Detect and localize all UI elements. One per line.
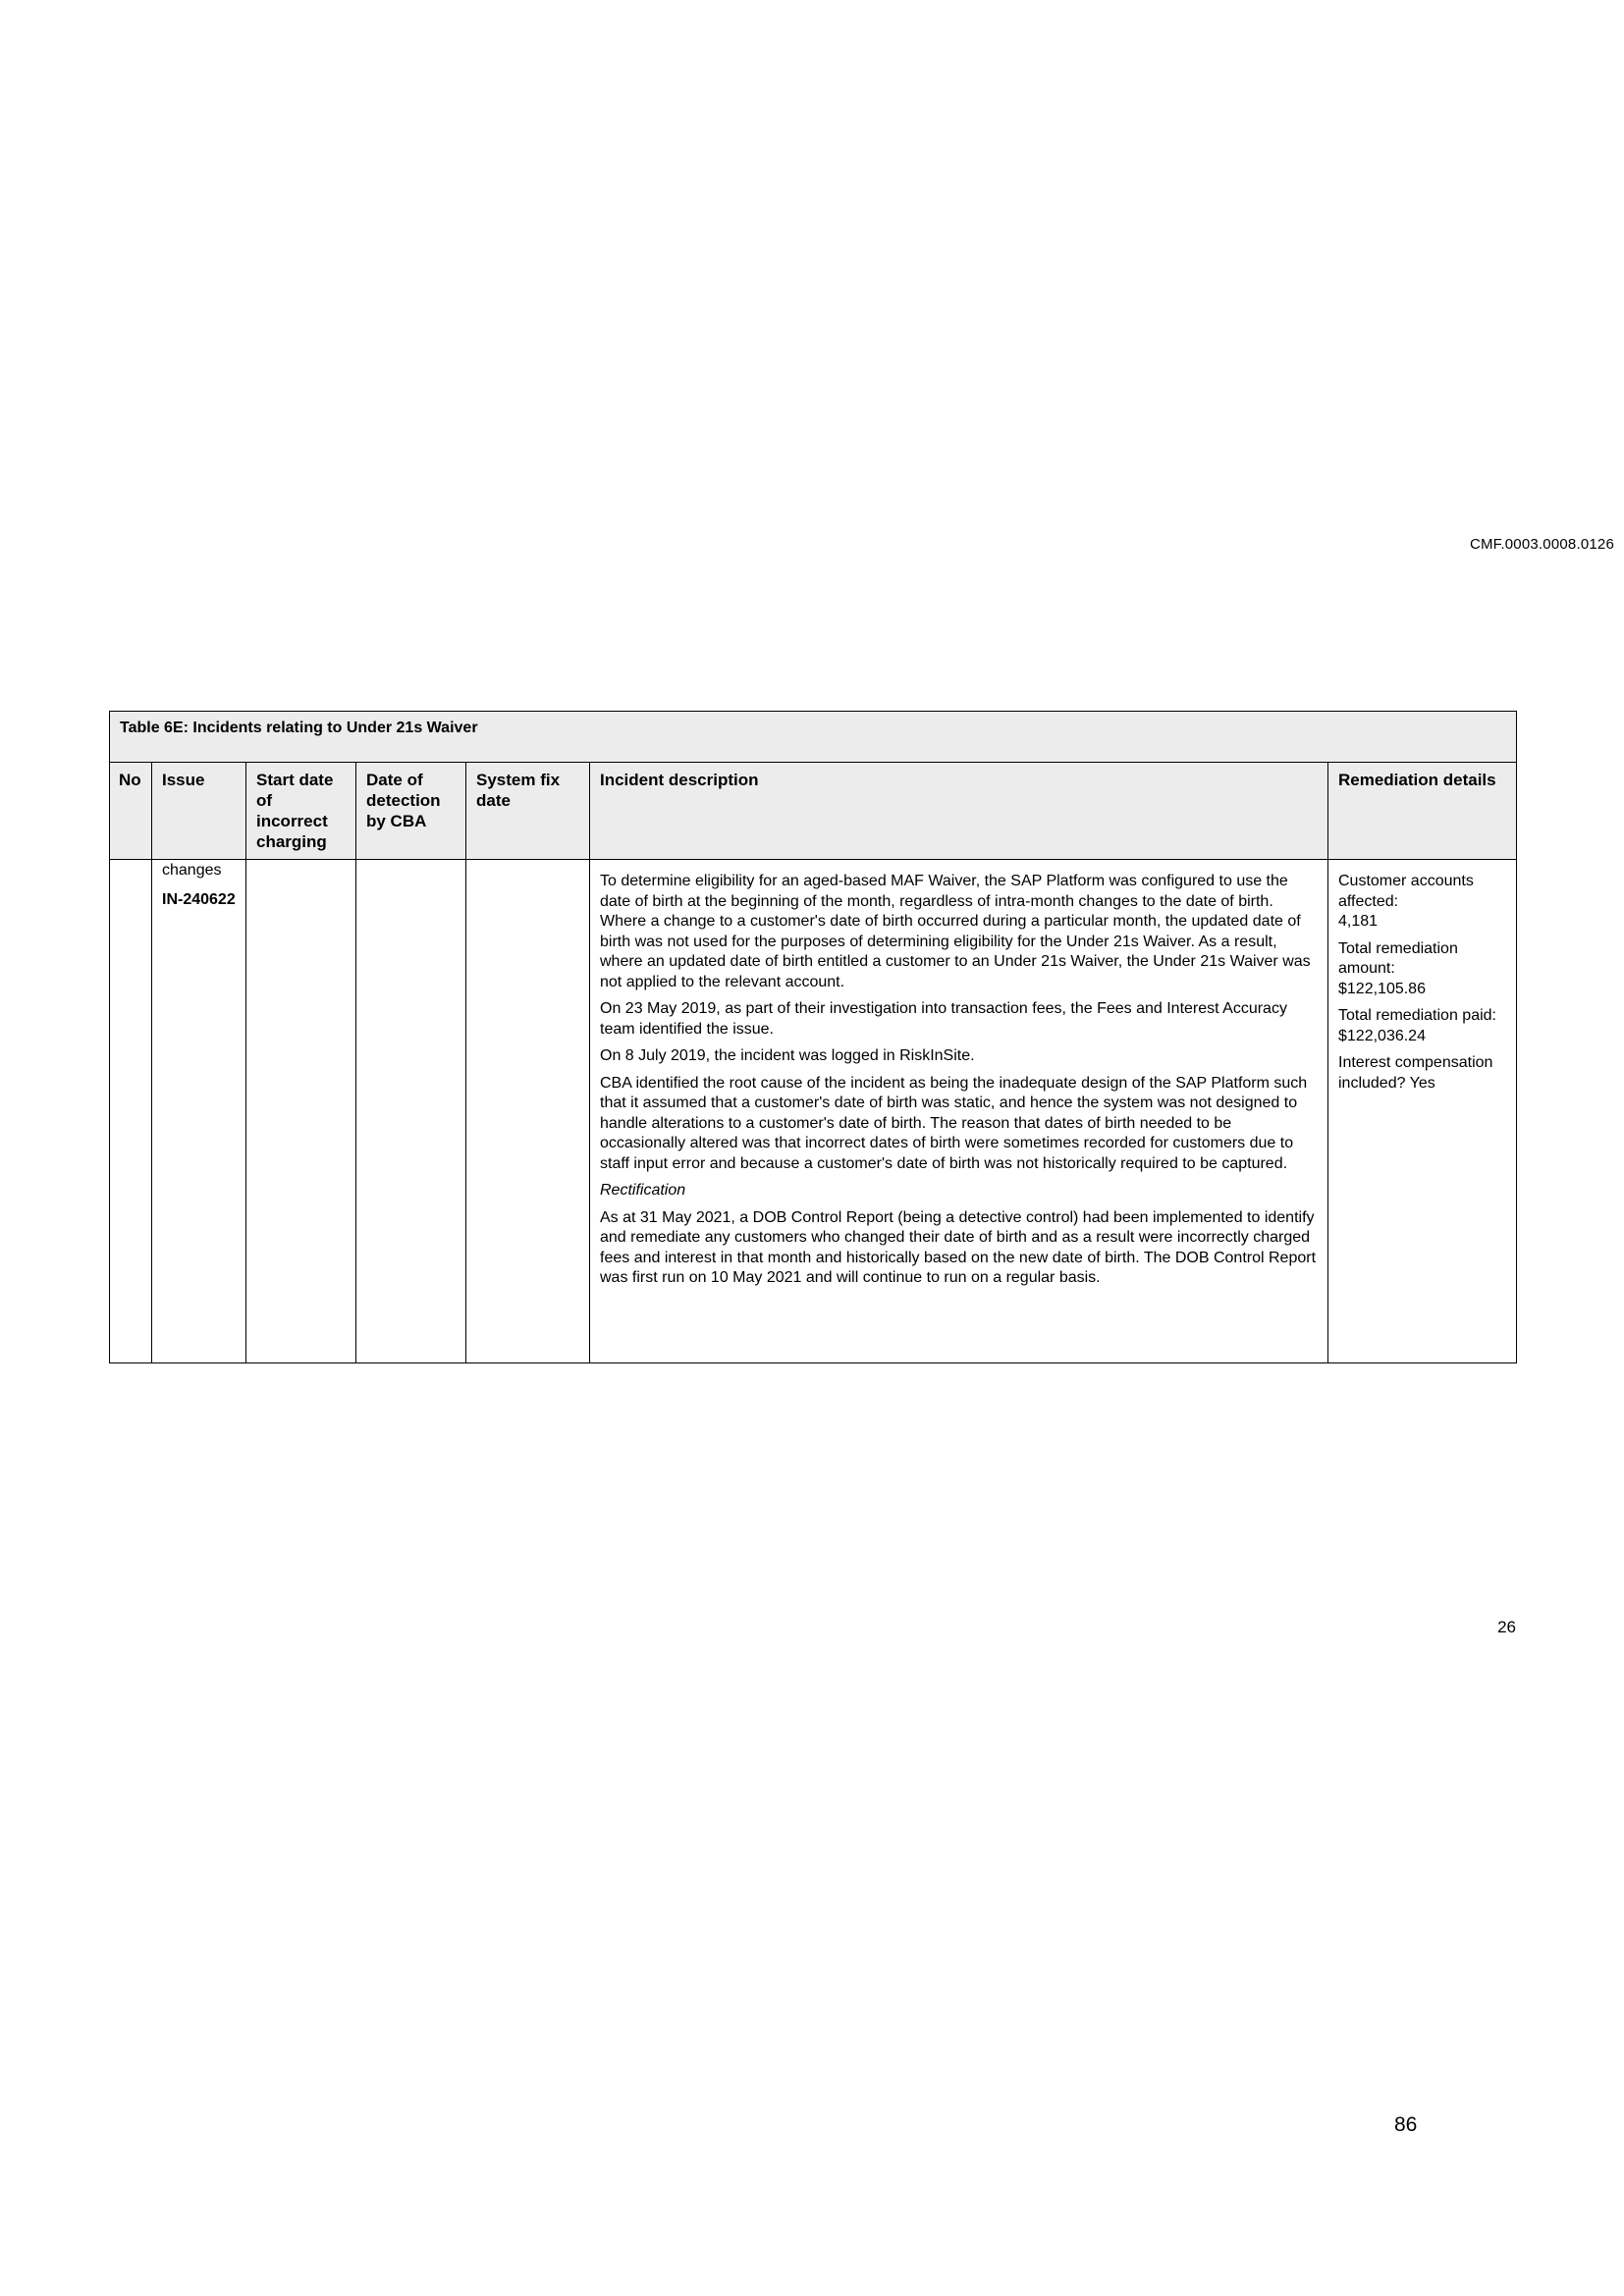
document-id: CMF.0003.0008.0126 — [1469, 536, 1614, 553]
rectification-heading: Rectification — [600, 1182, 686, 1199]
cell-issue — [152, 860, 246, 1363]
total-amount-label: Total remediation amount: — [1338, 939, 1458, 977]
cell-fix-date — [466, 860, 590, 1363]
description-paragraph: On 8 July 2019, the incident was logged in RiskInSite. — [600, 1047, 975, 1064]
cell-no — [110, 860, 152, 1363]
cell-start-date — [246, 860, 356, 1363]
total-paid-label: Total remediation paid: — [1338, 1007, 1496, 1024]
header-issue: Issue — [152, 763, 246, 860]
total-amount-value: $122,105.86 — [1338, 980, 1426, 997]
issue-text: changes — [162, 862, 222, 879]
customers-affected — [1338, 872, 1506, 933]
header-fix-date: System fix date — [466, 763, 590, 860]
rectification-paragraph: As at 31 May 2021, a DOB Control Report (being a detective control) had been implemented to identify and remediate any customers who changed their date of birth and as a result were incorrectly charged fees and interest in that month and historically based on the new date of birth. The DOB Control Report was first run on 10 May 2021 and will continue to run on a regular basis. — [600, 1208, 1317, 1286]
description-paragraph: To determine eligibility for an aged-based MAF Waiver, the SAP Platform was configured to use the date of birth at the beginning of the month, regardless of intra-month changes to the date of birth. Where a change to a customer's date of birth occurred during a particular month, the updated date of birth was not used for the purposes of determining eligibility for the Under 21s Waiver. As a result, where an updated date of birth entitled a customer to an Under 21s Waiver, the Under 21s Waiver was not applied to the relevant account. — [600, 873, 1311, 990]
total-remediation-paid — [1338, 1006, 1506, 1046]
header-description: Incident description — [590, 763, 1328, 860]
total-remediation-amount — [1338, 939, 1506, 1000]
customers-affected-label: Customer accounts affected: — [1338, 873, 1474, 910]
cell-remediation — [1328, 860, 1517, 1363]
total-paid-value: $122,036.24 — [1338, 1027, 1426, 1044]
inner-page-number: 26 — [1497, 1618, 1516, 1636]
header-start-date: Start date of incorrect charging — [246, 763, 356, 860]
table-row — [110, 860, 1517, 1363]
header-no: No — [110, 763, 152, 860]
incidents-table — [109, 711, 1517, 1363]
page-number: 86 — [1394, 2113, 1418, 2136]
remediation-details — [1338, 864, 1506, 1094]
table-caption: Table 6E: Incidents relating to Under 21s Waiver — [110, 712, 1517, 763]
description-paragraph: On 23 May 2019, as part of their investigation into transaction fees, the Fees and Interest Accuracy team identified the issue. — [600, 1000, 1287, 1038]
interest-value: Yes — [1409, 1074, 1435, 1092]
description-paragraph: CBA identified the root cause of the incident as being the inadequate design of the SAP Platform such that it assumed that a customer's date of birth was static, and hence the system was not designed to handle alterations to a customer's date of birth. The reason that dates of birth needed to be occasionally altered was that incorrect dates of birth were sometimes recorded for customers due to staff input error and because a customer's date of birth was not historically required to be captured. — [600, 1074, 1308, 1172]
cell-description — [590, 860, 1328, 1363]
header-remediation: Remediation details — [1328, 763, 1517, 860]
header-detection-date: Date of detection by CBA — [356, 763, 466, 860]
interest-compensation — [1338, 1053, 1506, 1094]
issue-id: IN-240622 — [162, 891, 236, 908]
interest-label: Interest compensation included? — [1338, 1054, 1493, 1092]
table-caption-row — [110, 712, 1517, 763]
cell-detection-date — [356, 860, 466, 1363]
customers-affected-value: 4,181 — [1338, 913, 1379, 930]
table-header-row — [110, 763, 1517, 860]
incident-description — [600, 864, 1318, 1289]
